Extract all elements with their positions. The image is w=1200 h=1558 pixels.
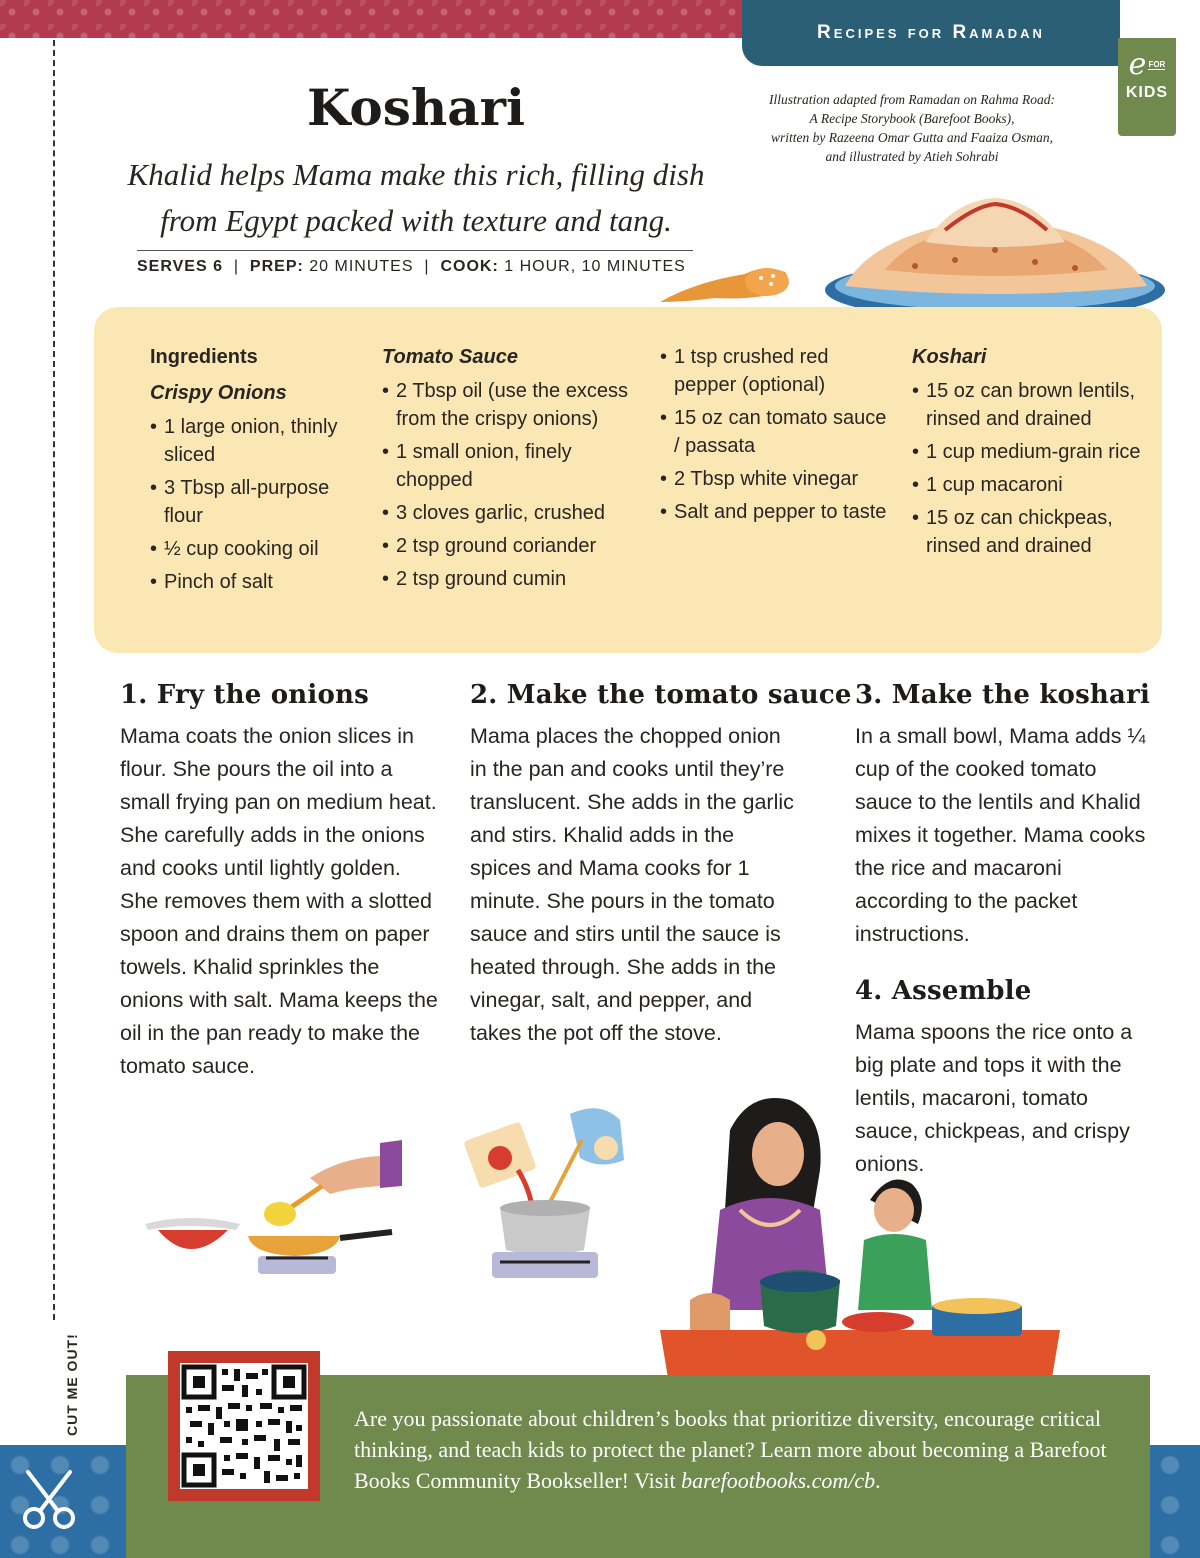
ingredient-item: • 2 tsp ground cumin (382, 565, 644, 593)
ingredients-column-tomato-sauce (382, 343, 644, 598)
top-pattern-strip (0, 0, 760, 38)
crispy-onions-heading: Crispy Onions (150, 382, 287, 404)
ingredient-item: • 15 oz can chickpeas, rinsed and drained (912, 504, 1144, 560)
qr-code-icon[interactable] (180, 1363, 308, 1489)
mama-and-khalid-illustration (650, 1090, 1070, 1390)
brand-badge (1118, 38, 1176, 136)
credit-line: written by Razeena Omar Gutta and Faaiza Osman, (771, 130, 1053, 145)
ingredient-item: • 1 small onion, finely chopped (382, 438, 644, 494)
section-tab (742, 0, 1120, 66)
step-4-text: Mama spoons the rice onto a big plate and tops it with the lentils, macaroni, tomato sauce, chickpeas, and crispy onions. (855, 1020, 1133, 1176)
step-2-title: 2. Make the tomato sauce (470, 680, 852, 710)
tomato-sauce-heading: Tomato Sauce (382, 346, 518, 368)
ingredient-item: • 3 cloves garlic, crushed (382, 499, 644, 527)
banner-body-text: Are you passionate about children’s books that prioritize diversity, encourage critical thinking, and teach kids to protect the planet? Learn more about becoming a Barefoot Books Community Bookseller! Visit (354, 1406, 1107, 1493)
subtitle-line: Khalid helps Mama make this rich, filling dish (127, 157, 705, 192)
ingredient-item: • 3 Tbsp all-purpose flour (150, 474, 360, 530)
cook-value: 1 HOUR, 10 MINUTES (504, 258, 686, 275)
recipe-meta (137, 258, 717, 276)
koshari-heading: Koshari (912, 346, 987, 368)
bottom-right-pattern (1150, 1445, 1200, 1558)
cook-label: COOK: (440, 258, 499, 275)
ingredients-column-tomato-sauce-continued (660, 343, 888, 531)
step-4-title: 4. Assemble (855, 976, 1032, 1006)
ingredient-item: • 1 tsp crushed red pepper (optional) (660, 343, 888, 399)
credit-line: and illustrated by Atieh Sohrabi (825, 149, 999, 164)
subtitle-line: from Egypt packed with texture and tang. (160, 203, 672, 238)
recipe-subtitle (120, 152, 712, 244)
barefoot-books-link[interactable]: barefootbooks.com/cb (681, 1468, 876, 1493)
cut-me-out-label: CUT ME OUT! (64, 1333, 80, 1436)
ingredient-item: • Pinch of salt (150, 568, 360, 596)
ingredient-item: • 15 oz can tomato sauce / passata (660, 404, 888, 460)
credit-line: Illustration adapted from Ramadan on Rahma Road: (769, 92, 1055, 107)
banner-end-punct: . (875, 1468, 881, 1493)
step-2-text: Mama places the chopped onion in the pan and cooks until they’re translucent. She adds in the garlic and stirs. Khalid adds in the spices and Mama cooks for 1 minute. She pours in the tomato sauce and stirs until the sauce is heated through. She adds in the vinegar, salt, and pepper, and takes the pot off the stove. (470, 724, 794, 1045)
frying-onions-illustration (140, 1138, 410, 1288)
ingredients-column-koshari (912, 343, 1144, 565)
meta-divider (137, 250, 693, 251)
brand-logo-e: e (1128, 47, 1147, 82)
ingredient-item: • 1 cup macaroni (912, 471, 1144, 499)
ingredients-heading: Ingredients (150, 346, 258, 368)
prep-value: 20 MINUTES (309, 258, 414, 275)
ingredient-item: • 2 Tbsp oil (use the excess from the crispy onions) (382, 377, 644, 433)
ingredient-item: • 1 large onion, thinly sliced (150, 413, 360, 469)
ingredient-item: • 2 tsp ground coriander (382, 532, 644, 560)
illustration-credit (742, 90, 1082, 166)
ingredient-item: • 15 oz can brown lentils, rinsed and drained (912, 377, 1144, 433)
step-3-title: 3. Make the koshari (855, 680, 1151, 710)
ingredients-panel (94, 307, 1162, 653)
step-1-text: Mama coats the onion slices in flour. She pours the oil into a small frying pan on medium heat. She carefully adds in the onions and cooks until lightly golden. She removes them with a slotted spoon and drains them on paper towels. Khalid sprinkles the onions with salt. Mama keeps the oil in the pan ready to make the tomato sauce. (120, 724, 438, 1078)
step-1-title: 1. Fry the onions (120, 680, 369, 710)
ingredient-item: • 1 cup medium-grain rice (912, 438, 1144, 466)
credit-line: A Recipe Storybook (Barefoot Books), (809, 111, 1015, 126)
step-3-text: In a small bowl, Mama adds ¼ cup of the cooked tomato sauce to the lentils and Khalid mixes it together. Mama cooks the rice and macaroni according to the packet instructions. (855, 724, 1146, 946)
ingredient-item: • ½ cup cooking oil (150, 535, 360, 563)
ingredient-item: • Salt and pepper to taste (660, 498, 888, 526)
section-title: Recipes for Ramadan (817, 22, 1045, 43)
brand-for: FOR (1148, 60, 1166, 69)
meta-separator: | (228, 258, 245, 275)
prep-label: PREP: (249, 258, 304, 275)
tomato-sauce-illustration (460, 1100, 660, 1290)
meta-separator: | (418, 258, 436, 275)
bookseller-banner-text (354, 1403, 1114, 1496)
ingredients-column-crispy-onions (150, 343, 360, 601)
cut-line (53, 40, 55, 1320)
qr-code-frame[interactable] (168, 1351, 320, 1501)
brand-kids: KIDS (1125, 84, 1169, 101)
koshari-dish-illustration (655, 190, 1165, 320)
serves-label: SERVES 6 (137, 258, 223, 275)
recipe-title: Koshari (307, 78, 525, 137)
ingredient-item: • 2 Tbsp white vinegar (660, 465, 888, 493)
scissors-icon (18, 1466, 88, 1536)
